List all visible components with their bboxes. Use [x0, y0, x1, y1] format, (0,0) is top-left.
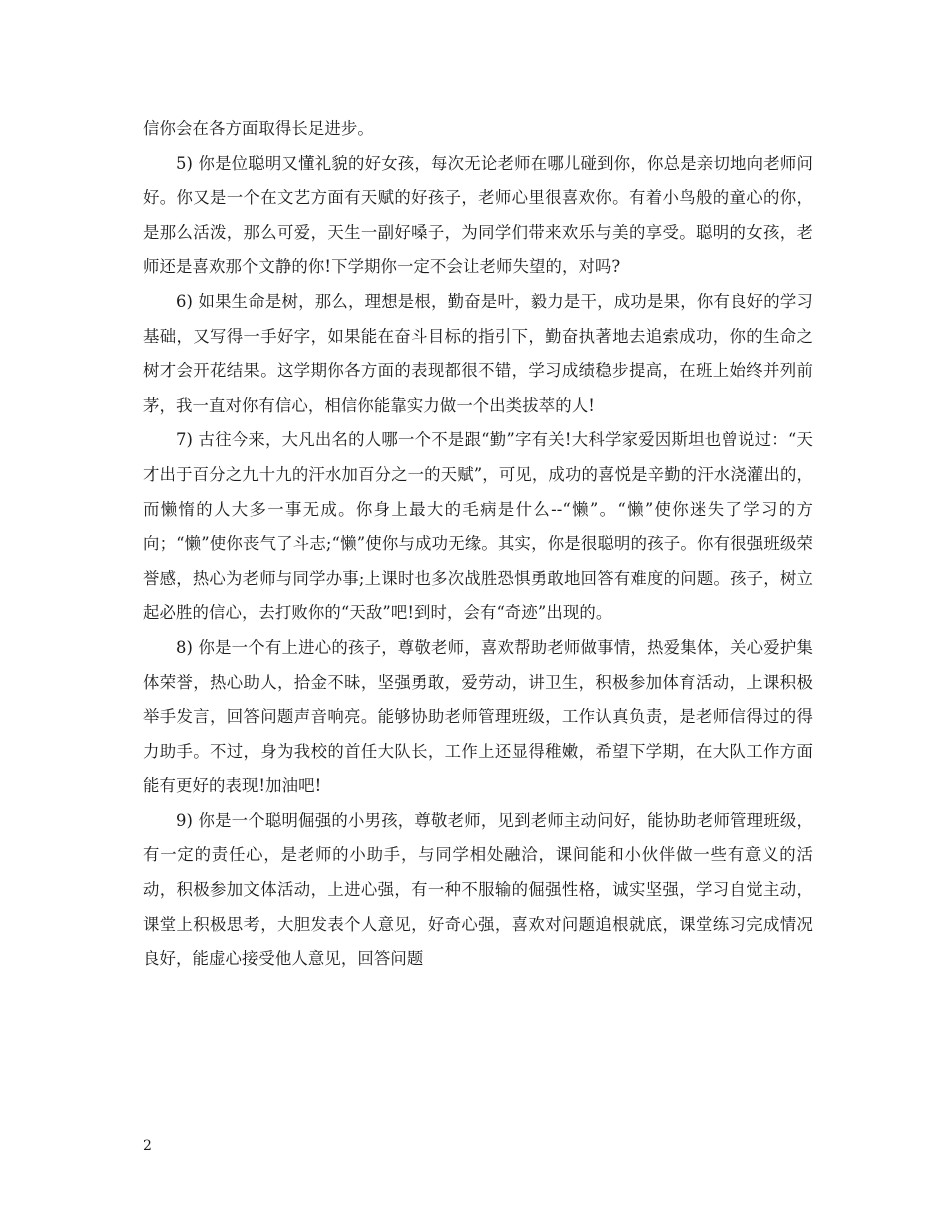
paragraph-comment-7: 7) 古往今来，大凡出名的人哪一个不是跟“勤”字有关!大科学家爱因斯坦也曾说过：“天才出于百分之九十九的汗水加百分之一的天赋”，可见，成功的喜悦是辛勤的汗水浇灌出的，而懒惰的人大多一事无成。你身上最大的毛病是什么--“懒”。“懒”使你迷失了学习的方向；“懒”使你丧气了斗志;“懒”使你与成功无缘。其实，你是很聪明的孩子。你有很强班级荣誉感，热心为老师与同学办事;上课时也多次战胜恐惧勇敢地回答有难度的问题。孩子，树立起必胜的信心，去打败你的“天敌”吧!到时，会有“奇迹”出现的。: [143, 430, 813, 623]
paragraph-comment-5: 5) 你是位聪明又懂礼貌的好女孩，每次无论老师在哪儿碰到你，你总是亲切地向老师问好。你又是一个在文艺方面有天赋的好孩子，老师心里很喜欢你。有着小鸟般的童心的你，是那么活泼，那么可爱，天生一副好嗓子，为同学们带来欢乐与美的享受。聪明的女孩，老师还是喜欢那个文静的你!下学期你一定不会让老师失望的，对吗?: [143, 153, 813, 277]
page-number: 2: [143, 1138, 152, 1154]
paragraph-continuation: 信你会在各方面取得长足进步。: [143, 119, 374, 138]
paragraph-comment-9: 9) 你是一个聪明倔强的小男孩，尊敬老师，见到老师主动问好，能协助老师管理班级，有一定的责任心，是老师的小助手，与同学相处融洽，课间能和小伙伴做一些有意义的活动，积极参加文体活动，上进心强，有一种不服输的倔强性格，诚实坚强，学习自觉主动，课堂上积极思考，大胆发表个人意见，好奇心强，喜欢对问题追根就底，课堂练习完成情况良好，能虚心接受他人意见，回答问题: [143, 810, 813, 969]
paragraph-comment-6: 6) 如果生命是树，那么，理想是根，勤奋是叶，毅力是干，成功是果，你有良好的学习基础，又写得一手好字，如果能在奋斗目标的指引下，勤奋执著地去追索成功，你的生命之树才会开花结果。这学期你各方面的表现都很不错，学习成绩稳步提高，在班上始终并列前茅，我一直对你有信心，相信你能靠实力做一个出类拔萃的人!: [143, 291, 813, 415]
paragraph-comment-8: 8) 你是一个有上进心的孩子，尊敬老师，喜欢帮助老师做事情，热爱集体，关心爱护集体荣誉，热心助人，拾金不昧，坚强勇敢，爱劳动，讲卫生，积极参加体育活动，上课积极举手发言，回答问题声音响亮。能够协助老师管理班级，工作认真负责，是老师信得过的得力助手。不过，身为我校的首任大队长，工作上还显得稚嫩，希望下学期，在大队工作方面能有更好的表现!加油吧!: [143, 637, 813, 796]
body-text: [143, 112, 813, 977]
